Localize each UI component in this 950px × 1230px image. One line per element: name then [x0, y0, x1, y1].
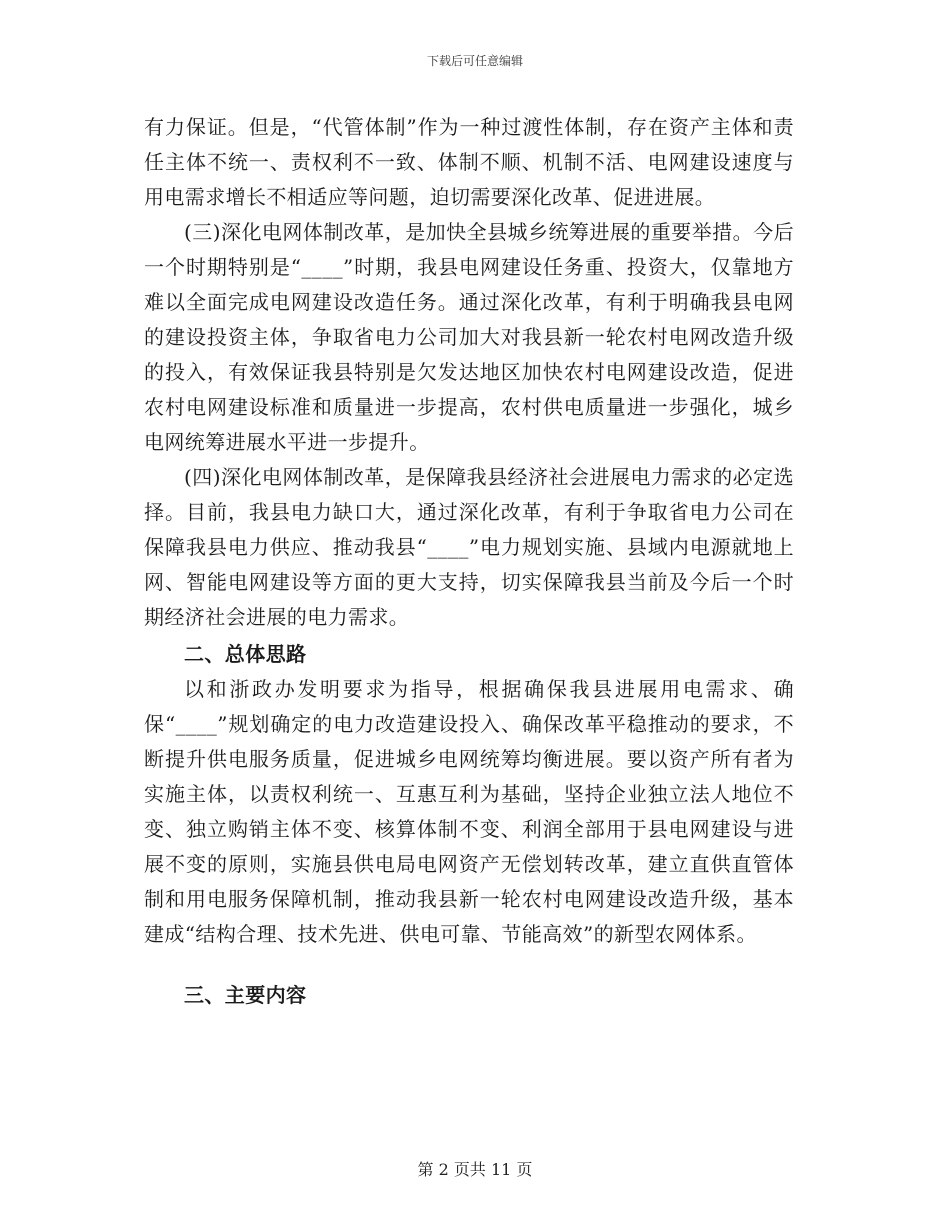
- paragraph-section-3: (三)深化电网体制改革，是加快全县城乡统筹进展的重要举措。今后一个时期特别是“____”时期，我县电网建设任务重、投资大，仅靠地方难以全面完成电网建设改造任务。通过深化改革，有利于明确我县电网的建设投资主体，争取省电力公司加大对我县新一轮农村电网改造升级的投入，有效保证我县特别是欠发达地区加快农村电网建设改造，促进农村电网建设标准和质量进一步提高，农村供电质量进一步强化，城乡电网统筹进展水平进一步提升。: [144, 220, 794, 454]
- heading-main-content: 三、主要内容: [184, 983, 307, 1007]
- heading-overall-approach: 二、总体思路: [184, 642, 307, 666]
- page-number-footer: 第 2 页共 11 页: [417, 1160, 533, 1179]
- paragraph-continuation: 有力保证。但是，“代管体制”作为一种过渡性体制，存在资产主体和责任主体不统一、责权利不一致、体制不顺、机制不活、电网建设速度与用电需求增长不相适应等问题，迫切需要深化改革、促进进展。: [144, 115, 794, 209]
- page-header-note: 下载后可任意编辑: [426, 54, 523, 68]
- paragraph-section-4: (四)深化电网体制改革，是保障我县经济社会进展电力需求的必定选择。目前，我县电力缺口大，通过深化改革，有利于争取省电力公司在保障我县电力供应、推动我县“____”电力规划实施、县域内电源就地上网、智能电网建设等方面的更大支持，切实保障我县当前及今后一个时期经济社会进展的电力需求。: [144, 465, 794, 629]
- paragraph-overall-approach: 以和浙政办发明要求为指导，根据确保我县进展用电需求、确保“____”规划确定的电力改造建设投入、确保改革平稳推动的要求，不断提升供电服务质量，促进城乡电网统筹均衡进展。要以资产所有者为实施主体，以责权利统一、互惠互利为基础，坚持企业独立法人地位不变、独立购销主体不变、核算体制不变、利润全部用于县电网建设与进展不变的原则，实施县供电局电网资产无偿划转改革，建立直供直管体制和用电服务保障机制，推动我县新一轮农村电网建设改造升级，基本建成“结构合理、技术先进、供电可靠、节能高效”的新型农网体系。: [144, 677, 794, 946]
- document-body: [144, 110, 794, 1013]
